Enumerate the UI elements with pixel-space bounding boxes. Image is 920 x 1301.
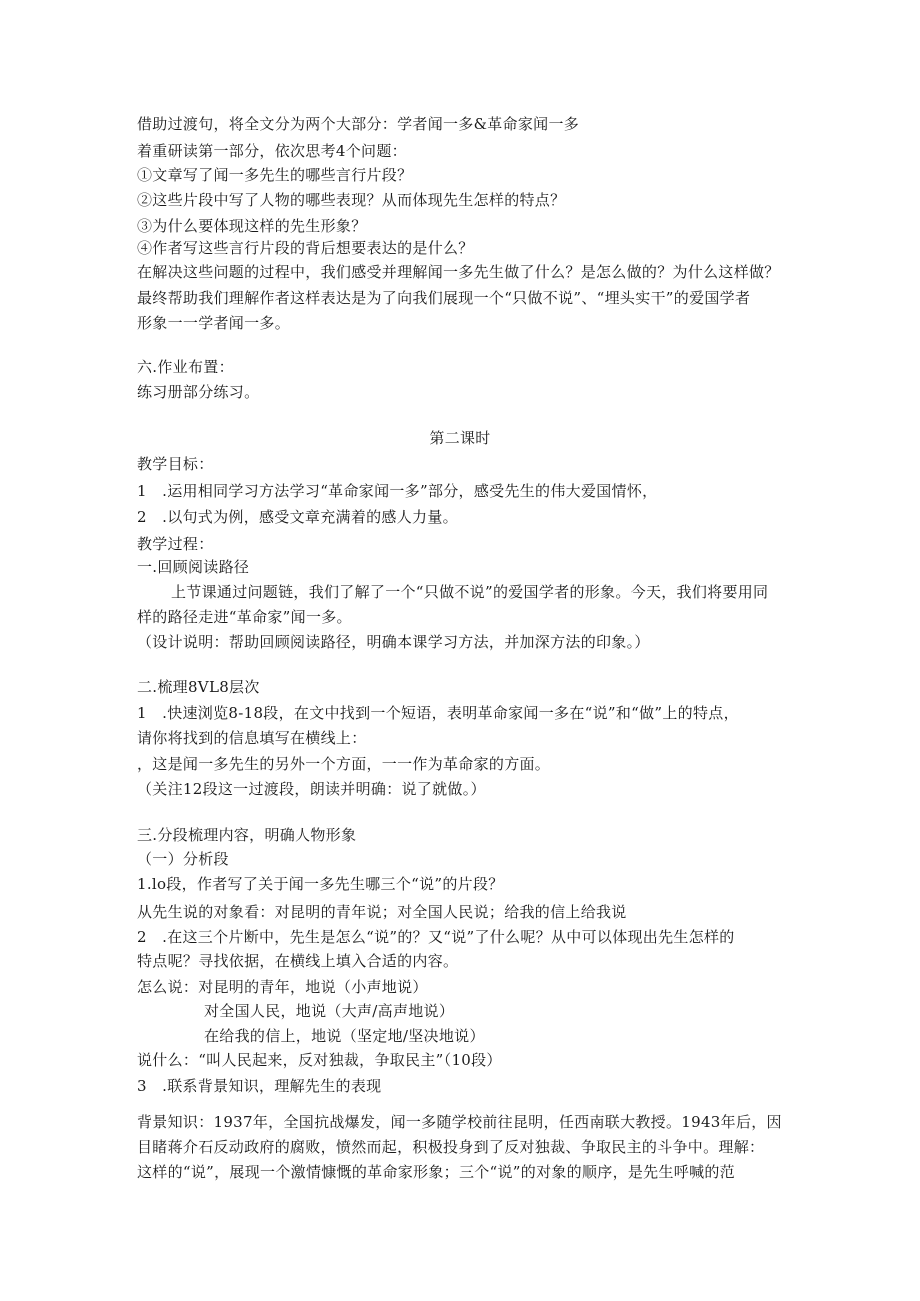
text-line: 1.lo段，作者写了关于闻一多先生哪三个“说”的片段？ bbox=[137, 875, 504, 893]
text-line: 样的路径走进“革命家”闻一多。 bbox=[137, 608, 352, 626]
text-line: ④作者写这些言行片段的背后想要表达的是什么？ bbox=[137, 239, 474, 257]
text-line: 目睹蒋介石反动政府的腐败，愤然而起，积极投身到了反对独裁、争取民主的斗争中。理解： bbox=[137, 1138, 765, 1156]
text-line: 借助过渡句，将全文分为两个大部分：学者闻一多&革命家闻一多 bbox=[137, 115, 580, 133]
text-line: 说什么：“叫人民起来，反对独裁，争取民主”（10段） bbox=[137, 1051, 502, 1069]
text-line: ②这些片段中写了人物的哪些表现？从而体现先生怎样的特点？ bbox=[137, 191, 566, 209]
section-heading: 三.分段梳理内容，明确人物形象 bbox=[137, 826, 357, 844]
text-line: 最终帮助我们理解作者这样表达是为了向我们展现一个“只做不说”、“埋头实干”的爱国学者 bbox=[137, 289, 751, 307]
section-heading: 一.回顾阅读路径 bbox=[137, 558, 250, 576]
text-line: 对全国人民，地说（大声/高声地说） bbox=[204, 1002, 455, 1020]
section-heading: 教学目标： bbox=[137, 455, 214, 473]
text-line: （设计说明：帮助回顾阅读路径，明确本课学习方法，并加深方法的印象。） bbox=[137, 633, 650, 651]
text-line: 这样的“说”，展现一个激情慷慨的革命家形象；三个“说”的对象的顺序，是先生呼喊的范 bbox=[137, 1163, 735, 1181]
text-line: 2 .以句式为例，感受文章充满着的感人力量。 bbox=[137, 508, 458, 526]
section-heading: 六.作业布置： bbox=[137, 358, 234, 376]
text-line: ③为什么要体现这样的先生形象？ bbox=[137, 217, 367, 235]
text-line: 请你将找到的信息填写在横线上： bbox=[137, 729, 367, 747]
section-heading: 教学过程： bbox=[137, 535, 214, 553]
text-line: 1 .快速浏览8-18段，在文中找到一个短语，表明革命家闻一多在“说”和“做”上的特点， bbox=[137, 704, 739, 722]
text-line: 特点呢？寻找依据，在横线上填入合适的内容。 bbox=[137, 952, 459, 970]
lesson-title: 第二课时 bbox=[429, 429, 491, 447]
section-heading: 二.梳理8VL8层次 bbox=[137, 678, 260, 696]
text-line: （关注12段这一过渡段，朗读并明确：说了就做。） bbox=[137, 780, 486, 798]
text-line: ，这是闻一多先生的另外一个方面，一一作为革命家的方面。 bbox=[137, 755, 551, 773]
text-line: 怎么说：对昆明的青年，地说（小声地说） bbox=[137, 978, 428, 996]
text-line: 1 .运用相同学习方法学习“革命家闻一多”部分，感受先生的伟大爱国情怀， bbox=[137, 482, 658, 500]
text-line: 背景知识：1937年，全国抗战爆发，闻一多随学校前往昆明，任西南联大教授。1943年后，因 bbox=[137, 1113, 782, 1131]
text-line: 在解决这些问题的过程中，我们感受并理解闻一多先生做了什么？是怎么做的？为什么这样做？ bbox=[137, 263, 780, 281]
text-line: 在给我的信上，地说（坚定地/坚决地说） bbox=[204, 1027, 485, 1045]
section-heading: （一）分析段 bbox=[137, 850, 229, 868]
text-line: 形象一一学者闻一多。 bbox=[137, 314, 291, 332]
text-line: 练习册部分练习。 bbox=[137, 383, 260, 401]
text-line: 上节课通过问题链，我们了解了一个“只做不说”的爱国学者的形象。今天，我们将要用同 bbox=[171, 583, 769, 601]
text-line: 从先生说的对象看：对昆明的青年说；对全国人民说；给我的信上给我说 bbox=[137, 903, 627, 921]
text-line: 2 .在这三个片断中，先生是怎么“说”的？又“说”了什么呢？从中可以体现出先生怎样的 bbox=[137, 928, 735, 946]
text-line: ①文章写了闻一多先生的哪些言行片段？ bbox=[137, 166, 413, 184]
text-line: 着重研读第一部分，依次思考4个问题： bbox=[137, 142, 407, 160]
text-line: 3 .联系背景知识，理解先生的表现 bbox=[137, 1077, 382, 1095]
